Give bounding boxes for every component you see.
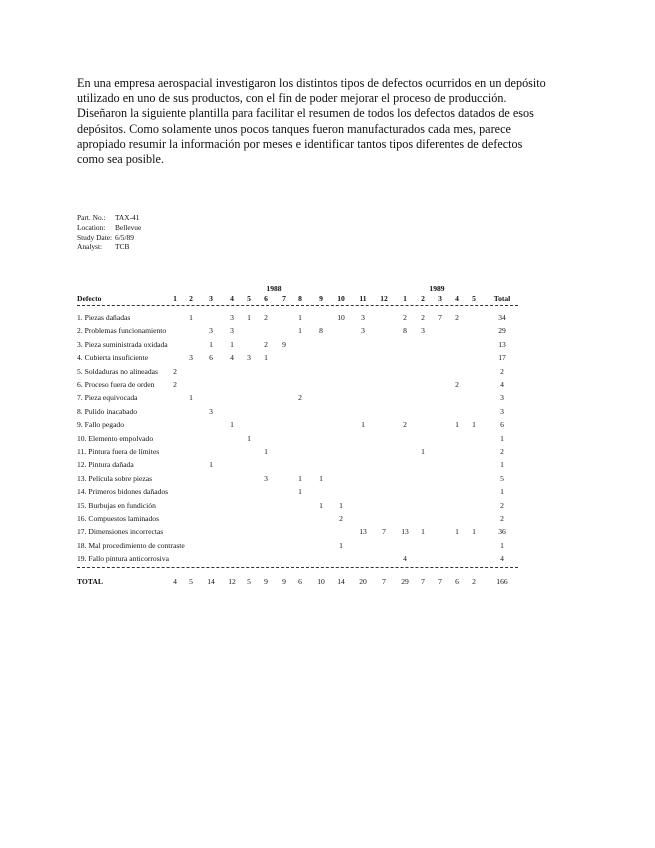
defect-count-cell: 1: [421, 447, 425, 456]
monthly-total-cell: 4: [173, 577, 177, 586]
defect-row-total: 2: [500, 447, 504, 456]
meta-label: Study Date:: [77, 232, 113, 242]
defect-row-label: 3. Pieza suministrada oxidada: [77, 340, 168, 349]
month-header: 1: [173, 294, 177, 303]
defect-row-label: 12. Pintura dañada: [77, 460, 134, 469]
defect-count-cell: 1: [247, 313, 251, 322]
month-header: 2: [421, 294, 425, 303]
meta-value: TCB: [115, 242, 130, 252]
defect-count-cell: 2: [339, 514, 343, 523]
month-header: 9: [319, 294, 323, 303]
defect-row-total: 3: [500, 393, 504, 402]
defect-count-cell: 6: [209, 353, 213, 362]
defect-count-cell: 3: [189, 353, 193, 362]
defect-count-cell: 1: [209, 340, 213, 349]
monthly-total-cell: 5: [247, 577, 251, 586]
monthly-total-cell: 10: [317, 577, 325, 586]
monthly-total-cell: 14: [337, 577, 345, 586]
intro-line: apropiado resumir la información por meses e identificar tantos tipos diferentes de defectos: [77, 136, 523, 151]
header-divider: [77, 305, 518, 306]
defect-count-cell: 1: [421, 527, 425, 536]
monthly-total-cell: 9: [282, 577, 286, 586]
month-header: 11: [359, 294, 367, 303]
defect-row-label: 11. Pintura fuera de límites: [77, 447, 160, 456]
defect-count-cell: 4: [403, 554, 407, 563]
defect-count-cell: 1: [247, 434, 251, 443]
defect-count-cell: 8: [403, 326, 407, 335]
defect-row-label: 15. Burbujas en fundición: [77, 501, 156, 510]
defect-count-cell: 2: [173, 367, 177, 376]
monthly-total-cell: 29: [401, 577, 409, 586]
month-header: 7: [282, 294, 286, 303]
defect-row-total: 3: [500, 407, 504, 416]
defect-row-label: 16. Compuestos laminados: [77, 514, 160, 523]
defect-count-cell: 2: [403, 420, 407, 429]
defect-count-cell: 2: [403, 313, 407, 322]
monthly-total-cell: 7: [382, 577, 386, 586]
defect-count-cell: 1: [361, 420, 365, 429]
defect-row-total: 29: [498, 326, 506, 335]
defect-row-label: 1. Piezas dañadas: [77, 313, 131, 322]
defect-row-label: 9. Fallo pegado: [77, 420, 125, 429]
defect-row-total: 4: [500, 554, 504, 563]
month-header: 10: [337, 294, 345, 303]
defect-row-label: 18. Mal procedimiento de contraste: [77, 541, 185, 550]
defect-count-cell: 1: [264, 353, 268, 362]
defect-count-cell: 1: [209, 460, 213, 469]
month-header: 6: [264, 294, 268, 303]
defect-row-total: 2: [500, 367, 504, 376]
month-header: 12: [380, 294, 388, 303]
defect-count-cell: 1: [230, 340, 234, 349]
defect-count-cell: 3: [209, 407, 213, 416]
defect-count-cell: 7: [438, 313, 442, 322]
defect-count-cell: 1: [298, 487, 302, 496]
defect-count-cell: 1: [472, 527, 476, 536]
defect-row-total: 1: [500, 434, 504, 443]
defect-count-cell: 13: [359, 527, 367, 536]
defect-count-cell: 13: [401, 527, 409, 536]
defect-count-cell: 3: [209, 326, 213, 335]
defect-count-cell: 1: [472, 420, 476, 429]
month-header: 5: [247, 294, 251, 303]
defect-column-header: Defecto: [77, 294, 102, 303]
defect-count-cell: 1: [189, 313, 193, 322]
defect-count-cell: 2: [264, 313, 268, 322]
monthly-total-cell: 2: [472, 577, 476, 586]
monthly-total-cell: 9: [264, 577, 268, 586]
defect-row-total: 1: [500, 541, 504, 550]
total-column-header: Total: [493, 294, 511, 303]
meta-label: Location:: [77, 222, 106, 232]
meta-label: Part. No.:: [77, 213, 106, 222]
defect-row-label: 4. Cubierta insuficiente: [77, 353, 149, 362]
intro-line: depósitos. Como solamente unos pocos tanques fueron manufacturados cada mes, parece: [77, 121, 511, 136]
monthly-total-cell: 5: [189, 577, 193, 586]
defect-count-cell: 2: [298, 393, 302, 402]
monthly-total-cell: 7: [438, 577, 442, 586]
intro-line: Diseñaron la siguiente plantilla para facilitar el resumen de todos los defectos datados de esos: [77, 106, 534, 121]
intro-line: utilizado en uno de sus productos, con el fin de poder mejorar el proceso de producción.: [77, 91, 507, 106]
monthly-total-cell: 6: [298, 577, 302, 586]
defect-row-total: 5: [500, 474, 504, 483]
defect-count-cell: 9: [282, 340, 286, 349]
defect-count-cell: 2: [455, 313, 459, 322]
total-divider: [77, 567, 518, 568]
monthly-total-cell: 20: [359, 577, 367, 586]
year-header-1988: 1988: [266, 284, 282, 293]
defect-row-label: 17. Dimensiones incorrectas: [77, 527, 164, 536]
meta-value: 6/5/89: [115, 232, 134, 242]
monthly-total-cell: 12: [228, 577, 236, 586]
defect-count-cell: 3: [230, 313, 234, 322]
month-header: 8: [298, 294, 302, 303]
defect-count-cell: 3: [230, 326, 234, 335]
defect-row-total: 1: [500, 460, 504, 469]
defect-count-cell: 1: [455, 420, 459, 429]
defect-count-cell: 1: [339, 541, 343, 550]
defect-row-label: 14. Primeros bidones dañados: [77, 487, 169, 496]
defect-row-total: 34: [498, 313, 506, 322]
defect-count-cell: 2: [421, 313, 425, 322]
defect-row-label: 19. Fallo pintura anticorrosiva: [77, 554, 169, 563]
month-header: 4: [230, 294, 234, 303]
defect-row-label: 13. Película sobre piezas: [77, 474, 153, 483]
defect-count-cell: 3: [421, 326, 425, 335]
defect-count-cell: 3: [264, 474, 268, 483]
defect-count-cell: 3: [361, 326, 365, 335]
month-header: 3: [209, 294, 213, 303]
defect-count-cell: 3: [361, 313, 365, 322]
defect-count-cell: 1: [264, 447, 268, 456]
defect-count-cell: 2: [264, 340, 268, 349]
defect-row-total: 6: [500, 420, 504, 429]
defect-count-cell: 8: [319, 326, 323, 335]
year-header-1989: 1989: [429, 284, 445, 293]
defect-count-cell: 2: [455, 380, 459, 389]
meta-value: Bellevue: [115, 222, 142, 232]
defect-row-total: 4: [500, 380, 504, 389]
meta-value: TAX-41: [115, 213, 140, 222]
monthly-total-cell: 7: [421, 577, 425, 586]
defect-row-total: 17: [498, 353, 506, 362]
defect-count-cell: 1: [298, 313, 302, 322]
defect-count-cell: 7: [382, 527, 386, 536]
defect-count-cell: 1: [189, 393, 193, 402]
monthly-total-cell: 6: [455, 577, 459, 586]
defect-row-total: 2: [500, 501, 504, 510]
defect-row-total: 2: [500, 514, 504, 523]
defect-count-cell: 3: [247, 353, 251, 362]
month-header: 5: [472, 294, 476, 303]
defect-row-label: 5. Soldaduras no alineadas: [77, 367, 158, 376]
meta-label: Analyst:: [77, 242, 103, 252]
defect-count-cell: 1: [339, 501, 343, 510]
month-header: 3: [438, 294, 442, 303]
defect-count-cell: 2: [173, 380, 177, 389]
defect-count-cell: 1: [319, 501, 323, 510]
total-row-label: TOTAL: [77, 577, 103, 586]
defect-count-cell: 1: [319, 474, 323, 483]
defect-row-label: 7. Pieza equivocada: [77, 393, 138, 402]
defect-row-total: 13: [498, 340, 506, 349]
defect-row-label: 6. Proceso fuera de orden: [77, 380, 155, 389]
intro-line: En una empresa aerospacial investigaron los distintos tipos de defectos ocurridos en un depósito: [77, 76, 546, 90]
intro-line: como sea posible.: [77, 152, 164, 167]
defect-count-cell: 1: [455, 527, 459, 536]
defect-count-cell: 10: [337, 313, 345, 322]
defect-row-total: 36: [498, 527, 506, 536]
defect-row-label: 10. Elemento empolvado: [77, 434, 154, 443]
defect-count-cell: 1: [298, 326, 302, 335]
month-header: 1: [403, 294, 407, 303]
defect-count-cell: 1: [230, 420, 234, 429]
grand-total: 166: [496, 577, 508, 586]
defect-row-label: 8. Pulido inacabado: [77, 407, 138, 416]
defect-count-cell: 4: [230, 353, 234, 362]
defect-row-label: 2. Problemas funcionamiento: [77, 326, 167, 335]
defect-row-total: 1: [500, 487, 504, 496]
month-header: 2: [189, 294, 193, 303]
month-header: 4: [455, 294, 459, 303]
defect-count-cell: 1: [298, 474, 302, 483]
monthly-total-cell: 14: [207, 577, 215, 586]
